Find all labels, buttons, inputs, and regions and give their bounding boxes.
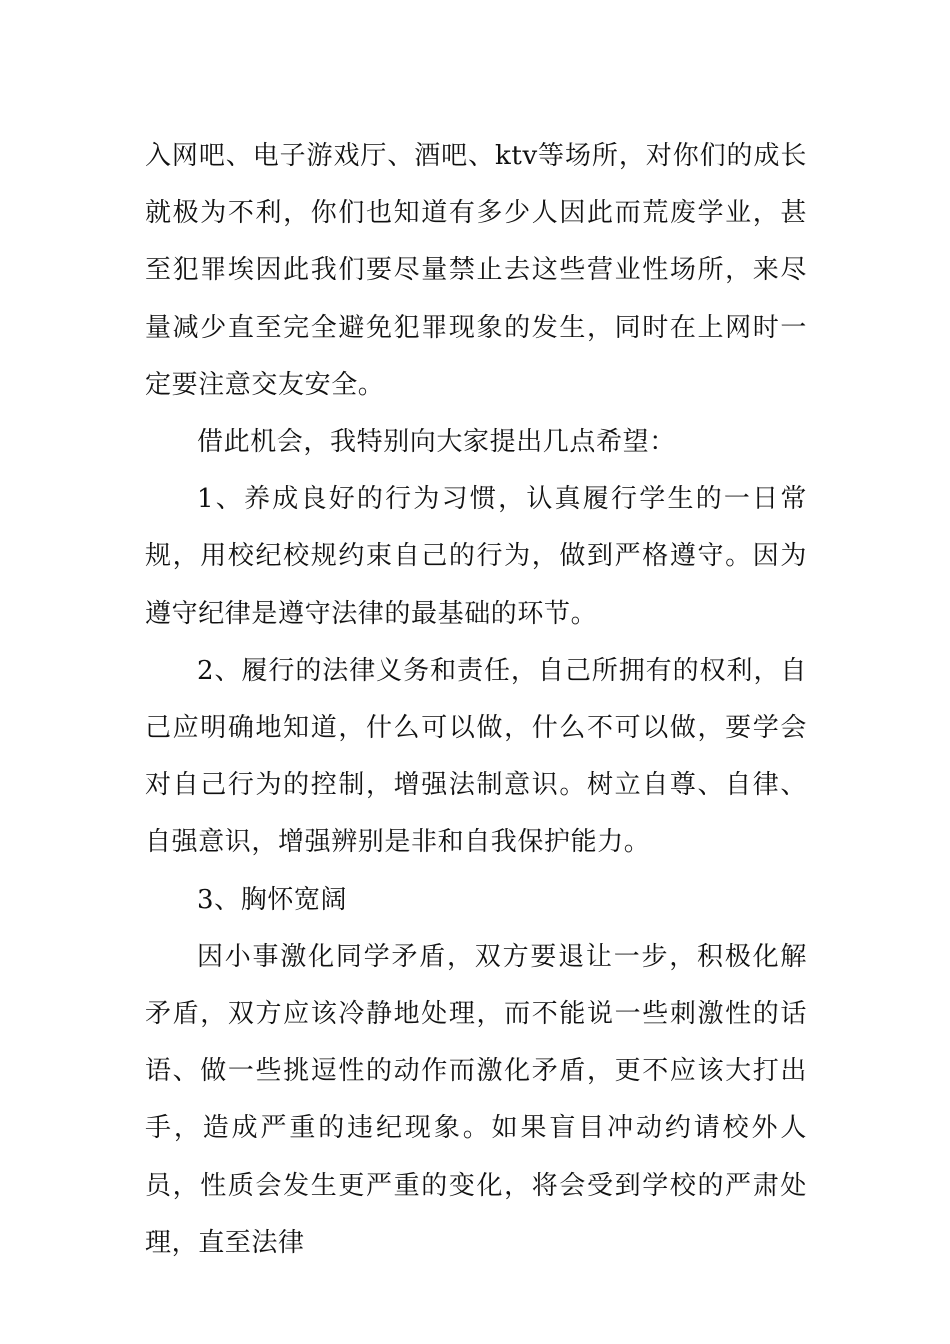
document-body (145, 128, 807, 1272)
paragraph-point-3-body: 因小事激化同学矛盾，双方要退让一步，积极化解矛盾，双方应该冷静地处理，而不能说一些刺激性的话语、做一些挑逗性的动作而激化矛盾，更不应该大打出手，造成严重的违纪现象。如果盲目冲动约请校外人员，性质会发生更严重的变化，将会受到学校的严肃处理，直至法律 (145, 941, 807, 1258)
paragraph-point-1: 1、养成良好的行为习惯，认真履行学生的一日常规，用校纪校规约束自己的行为，做到严格遵守。因为遵守纪律是遵守法律的最基础的环节。 (145, 484, 807, 629)
paragraph-continued: 入网吧、电子游戏厅、酒吧、ktv等场所，对你们的成长就极为不利，你们也知道有多少人因此而荒废学业，甚至犯罪埃因此我们要尽量禁止去这些营业性场所，来尽量减少直至完全避免犯罪现象的发生，同时在上网时一定要注意交友安全。 (145, 141, 807, 400)
paragraph-point-2: 2、履行的法律义务和责任，自己所拥有的权利，自己应明确地知道，什么可以做，什么不可以做，要学会对自己行为的控制，增强法制意识。树立自尊、自律、自强意识，增强辨别是非和自我保护能力。 (145, 655, 807, 858)
paragraph-intro: 借此机会，我特别向大家提出几点希望： (197, 427, 676, 458)
paragraph-point-3-heading: 3、胸怀宽阔 (197, 884, 348, 915)
